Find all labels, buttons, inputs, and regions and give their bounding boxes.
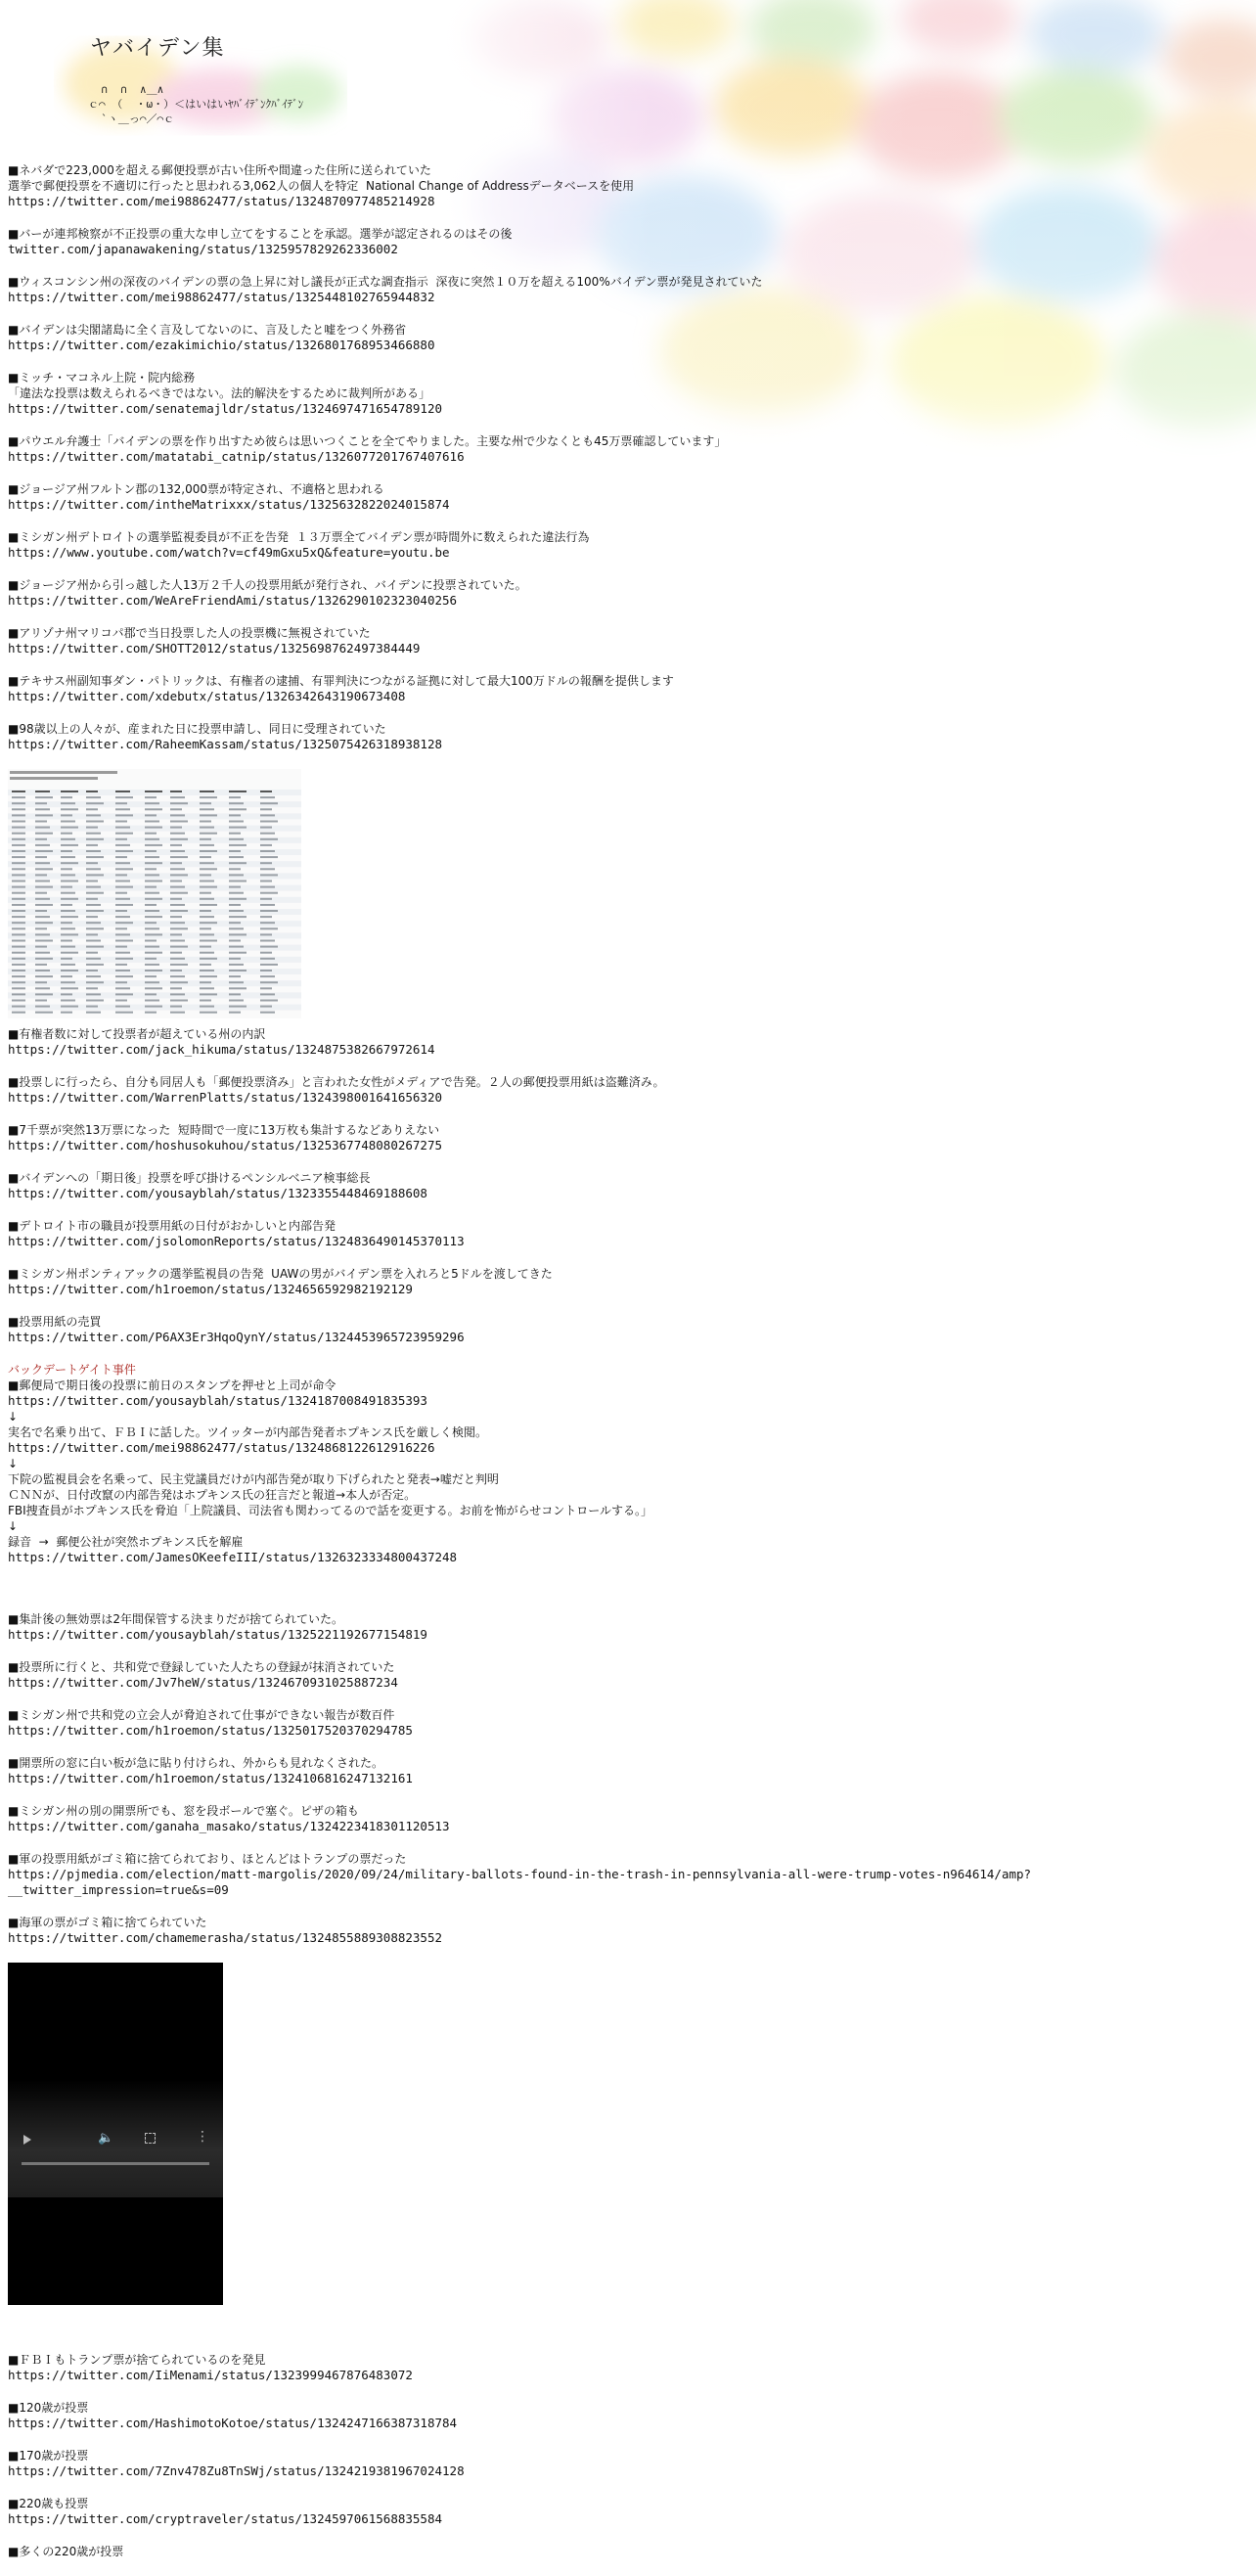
list-item: [8, 1074, 1250, 1106]
video-progress-bar[interactable]: [22, 2162, 209, 2165]
list-item: [8, 1851, 1250, 1898]
entry-link[interactable]: https://twitter.com/mei98862477/status/1324870977485214928: [8, 194, 435, 208]
entry-text: ＣＮＮが、日付改竄の内部告発はホプキンス氏の狂言だと報道→本人が否定。: [8, 1488, 417, 1502]
entry-text: ■120歳が投票: [8, 2401, 89, 2415]
entry-link[interactable]: https://twitter.com/yousayblah/status/1324187008491835393: [8, 1393, 427, 1408]
entry-text: ■170歳が投票: [8, 2449, 89, 2463]
volume-icon[interactable]: 🔈: [98, 2131, 114, 2146]
video-controls: [8, 2080, 223, 2197]
ascii-art: [88, 82, 303, 126]
entry-link[interactable]: https://twitter.com/hoshusokuhou/status/1325367748080267275: [8, 1138, 443, 1152]
entry-text: 「違法な投票は数えられるべきではない。法的解決をするために裁判所がある」: [8, 386, 431, 400]
entry-text: 下院の監視員会を名乗って、民主党議員だけが内部告発が取り下げられたと発表→嘘だと判明: [8, 1472, 499, 1486]
entry-text: ■ネバダで223,000を超える郵便投票が古い住所や間違った住所に送られていた: [8, 163, 431, 177]
entry-text: ■ＦＢＩもトランプ票が捨てられているのを発見: [8, 2353, 266, 2367]
entry-link[interactable]: https://twitter.com/ganaha_masako/status/1324223418301120513: [8, 1819, 450, 1833]
backdate-lines: [8, 1378, 1250, 1565]
list-item: [8, 322, 1250, 353]
entry-list: [8, 2352, 1250, 2559]
entry-text: ■98歳以上の人々が、産まれた日に投票申請し、同日に受理されていた: [8, 722, 386, 736]
list-item: [8, 1707, 1250, 1739]
ascii-art-line: `ヽ＿っ⌒／⌒ｃ: [88, 113, 175, 125]
entry-text: ■ウィスコンシン州の深夜のバイデンの票の急上昇に対し議長が正式な調査指示 深夜に突然１０万を超える100%バイデン票が発見されていた: [8, 275, 763, 289]
entry-link[interactable]: https://www.youtube.com/watch?v=cf49mGxu5xQ&feature=youtu.be: [8, 545, 450, 560]
entry-text: 実名で名乗り出て、ＦＢＩに話した。ツイッターが内部告発者ホプキンス氏を厳しく検閲。: [8, 1425, 487, 1439]
entry-text: ■テキサス州副知事ダン・パトリックは、有権者の逮捕、有罪判決につながる証拠に対して最大100万ドルの報酬を提供します: [8, 674, 674, 688]
entry-link[interactable]: https://twitter.com/Jv7heW/status/1324670931025887234: [8, 1675, 398, 1690]
entry-text: FBI捜査員がホプキンス氏を脅迫「上院議員、司法省も関わってるので話を変更する。お前を怖がらせコントロールする。」: [8, 1504, 652, 1517]
list-item: [8, 2496, 1250, 2527]
list-item: [8, 1915, 1250, 1946]
list-item: [8, 2400, 1250, 2431]
entry-link[interactable]: https://twitter.com/matatabi_catnip/status/1326077201767407616: [8, 449, 465, 464]
entry-link[interactable]: https://twitter.com/IiMenami/status/1323999467876483072: [8, 2368, 413, 2382]
entry-text: ■ミシガン州デトロイトの選挙監視委員が不正を告発 １３万票全てバイデン票が時間外に数えられた違法行為: [8, 530, 590, 544]
list-item: [8, 2544, 1250, 2559]
ascii-art-line: ｃ⌒ （ ・ω・）＜はいはいﾔﾊﾞｲﾃﾞﾝｸﾊﾞｲﾃﾞﾝ: [88, 98, 304, 111]
entry-text: ■海軍の票がゴミ箱に捨てられていた: [8, 1916, 207, 1929]
entry-link[interactable]: https://twitter.com/7Znv478Zu8TnSWj/status/1324219381967024128: [8, 2463, 465, 2478]
entry-link[interactable]: https://twitter.com/jack_hikuma/status/1324875382667972614: [8, 1042, 435, 1057]
entry-link[interactable]: https://twitter.com/jsolomonReports/status/1324836490145370113: [8, 1234, 465, 1248]
list-item: [8, 1218, 1250, 1249]
entry-link[interactable]: https://twitter.com/cryptraveler/status/1324597061568835584: [8, 2511, 443, 2526]
list-item: [8, 1803, 1250, 1834]
backdate-section: [8, 1362, 1250, 1565]
list-item: [8, 1755, 1250, 1786]
entry-text: ■アリゾナ州マリコパ郡で当日投票した人の投票機に無視されていた: [8, 626, 371, 640]
list-item: [8, 721, 1250, 752]
entry-text: ■バーが連邦検察が不正投票の重大な申し立てをすることを承認。選挙が認定されるのはその後: [8, 227, 513, 241]
fullscreen-icon[interactable]: [145, 2133, 156, 2144]
entry-link[interactable]: https://twitter.com/ezakimichio/status/1326801768953466880: [8, 338, 435, 352]
entry-text: ■多くの220歳が投票: [8, 2545, 124, 2558]
entry-link[interactable]: https://pjmedia.com/election/matt-margolis/2020/09/24/military-ballots-found-in-the-trash-in-pennsylvania-all-were-trump-votes-n964614/amp? __twitter_impression=true&s=09: [8, 1867, 1032, 1897]
list-item: [8, 370, 1250, 417]
entry-link[interactable]: https://twitter.com/mei98862477/status/1324868122612916226: [8, 1440, 435, 1455]
entry-text: ■ミッチ・マコネル上院・院内総務: [8, 371, 196, 384]
entry-text: 選挙で郵便投票を不適切に行ったと思われる3,062人の個人を特定 National Change of Addressデータベースを使用: [8, 179, 635, 193]
list-item: [8, 274, 1250, 305]
list-item: [8, 162, 1250, 209]
entry-text: 録音 → 郵便公社が突然ホプキンス氏を解雇: [8, 1535, 244, 1549]
list-item: [8, 1122, 1250, 1153]
entry-text: ■投票用紙の売買: [8, 1315, 102, 1329]
list-item: [8, 2352, 1250, 2383]
entry-text: ■投票所に行くと、共和党で登録していた人たちの登録が抹消されていた: [8, 1660, 395, 1674]
entry-link[interactable]: https://twitter.com/P6AX3Er3HqoQynY/status/1324453965723959296: [8, 1330, 465, 1344]
entry-link[interactable]: https://twitter.com/yousayblah/status/1325221192677154819: [8, 1627, 427, 1642]
entry-link[interactable]: https://twitter.com/senatemajldr/status/1324697471654789120: [8, 401, 443, 416]
entry-list: [8, 1611, 1250, 1946]
list-item: [8, 529, 1250, 561]
entry-link[interactable]: twitter.com/japanawakening/status/1325957829262336002: [8, 242, 398, 256]
video-player[interactable]: [8, 1963, 223, 2305]
entry-link[interactable]: https://twitter.com/WeAreFriendAmi/status/1326290102323040256: [8, 593, 458, 608]
more-options-icon[interactable]: ⋮: [196, 2129, 209, 2145]
list-item: [8, 625, 1250, 656]
table-entry: [8, 769, 1250, 1058]
entry-link[interactable]: https://twitter.com/JamesOKeefeIII/status/1326323334800437248: [8, 1550, 458, 1564]
entry-text: ↓: [8, 1410, 19, 1424]
entry-text: ■ミシガン州で共和党の立会人が脅迫されて仕事ができない報告が数百件: [8, 1708, 395, 1722]
entry-link[interactable]: https://twitter.com/intheMatrixxx/status/1325632822024015874: [8, 497, 450, 512]
section-heading: バックデートゲイト事件: [8, 1363, 136, 1377]
list-item: [8, 1266, 1250, 1297]
entry-link[interactable]: https://twitter.com/WarrenPlatts/status/1324398001641656320: [8, 1090, 443, 1105]
list-item: [8, 577, 1250, 609]
list-item: [8, 1611, 1250, 1643]
entry-link[interactable]: https://twitter.com/xdebutx/status/1326342643190673408: [8, 689, 406, 703]
entry-link[interactable]: https://twitter.com/h1roemon/status/1325017520370294785: [8, 1723, 413, 1738]
entry-text: ■集計後の無効票は2年間保管する決まりだが捨てられていた。: [8, 1612, 343, 1626]
list-item: [8, 1314, 1250, 1345]
entry-text: ↓: [8, 1519, 19, 1533]
entry-text: ■7千票が突然13万票になった 短時間で一度に13万枚も集計するなどありえない: [8, 1123, 440, 1137]
entry-link[interactable]: https://twitter.com/RaheemKassam/status/1325075426318938128: [8, 737, 443, 751]
entry-text: ■ミシガン州の別の開票所でも、窓を段ボールで塞ぐ。ピザの箱も: [8, 1804, 359, 1818]
entry-text: ■バイデンへの「期日後」投票を呼び掛けるペンシルベニア検事総長: [8, 1171, 371, 1185]
entry-link[interactable]: https://twitter.com/yousayblah/status/1323355448469188608: [8, 1186, 427, 1200]
list-item: [8, 226, 1250, 257]
entry-text: ↓: [8, 1457, 19, 1470]
table-thumbnail-image[interactable]: [8, 769, 301, 1018]
site-title: ヤバイデン集: [90, 36, 225, 61]
list-item: [8, 481, 1250, 513]
entry-text: ■パウエル弁護士「バイデンの票を作り出すため彼らは思いつくことを全てやりました。主要な州で少なくとも45万票確認しています」: [8, 434, 727, 448]
ascii-art-line: ∩ ∩ ∧＿∧: [88, 83, 164, 96]
article-body: [8, 162, 1250, 2576]
entry-link[interactable]: https://twitter.com/HashimotoKotoe/status/1324247166387318784: [8, 2416, 458, 2430]
list-item: [8, 1659, 1250, 1691]
entry-list: [8, 1074, 1250, 1345]
list-item: [8, 433, 1250, 465]
list-item: [8, 2448, 1250, 2479]
entry-link[interactable]: https://twitter.com/SHOTT2012/status/1325698762497384449: [8, 641, 421, 655]
entry-text: ■バイデンは尖閣諸島に全く言及してないのに、言及したと嘘をつく外務省: [8, 323, 407, 337]
entry-text: ■投票しに行ったら、自分も同居人も「郵便投票済み」と言われた女性がメディアで告発。２人の郵便投票用紙は盗難済み。: [8, 1075, 665, 1089]
entry-text: ■郵便局で期日後の投票に前日のスタンプを押せと上司が命令: [8, 1378, 336, 1392]
entry-text: ■デトロイト市の職員が投票用紙の日付がおかしいと内部告発: [8, 1219, 336, 1233]
entry-list: [8, 162, 1250, 752]
entry-text: ■有権者数に対して投票者が超えている州の内訳: [8, 1027, 266, 1041]
entry-text: ■開票所の窓に白い板が急に貼り付けられ、外からも見れなくされた。: [8, 1756, 384, 1770]
play-icon[interactable]: [23, 2135, 31, 2145]
entry-link[interactable]: https://twitter.com/h1roemon/status/1324656592982192129: [8, 1282, 413, 1296]
entry-text: ■ミシガン州ポンティアックの選挙監視員の告発 UAWの男がバイデン票を入れろと5ドルを渡してきた: [8, 1267, 553, 1281]
entry-text: ■ジョージア州から引っ越した人13万２千人の投票用紙が発行され、バイデンに投票されていた。: [8, 578, 527, 592]
entry-link[interactable]: https://twitter.com/chamemerasha/status/1324855889308823552: [8, 1930, 443, 1945]
entry-link[interactable]: https://twitter.com/mei98862477/status/1325448102765944832: [8, 290, 435, 304]
entry-text: ■軍の投票用紙がゴミ箱に捨てられており、ほとんどはトランプの票だった: [8, 1852, 407, 1866]
entry-text: ■ジョージア州フルトン郡の132,000票が特定され、不適格と思われる: [8, 482, 384, 496]
entry-link[interactable]: https://twitter.com/h1roemon/status/1324106816247132161: [8, 1771, 413, 1785]
entry-text: ■220歳も投票: [8, 2497, 89, 2510]
list-item: [8, 1170, 1250, 1201]
list-item: [8, 673, 1250, 704]
